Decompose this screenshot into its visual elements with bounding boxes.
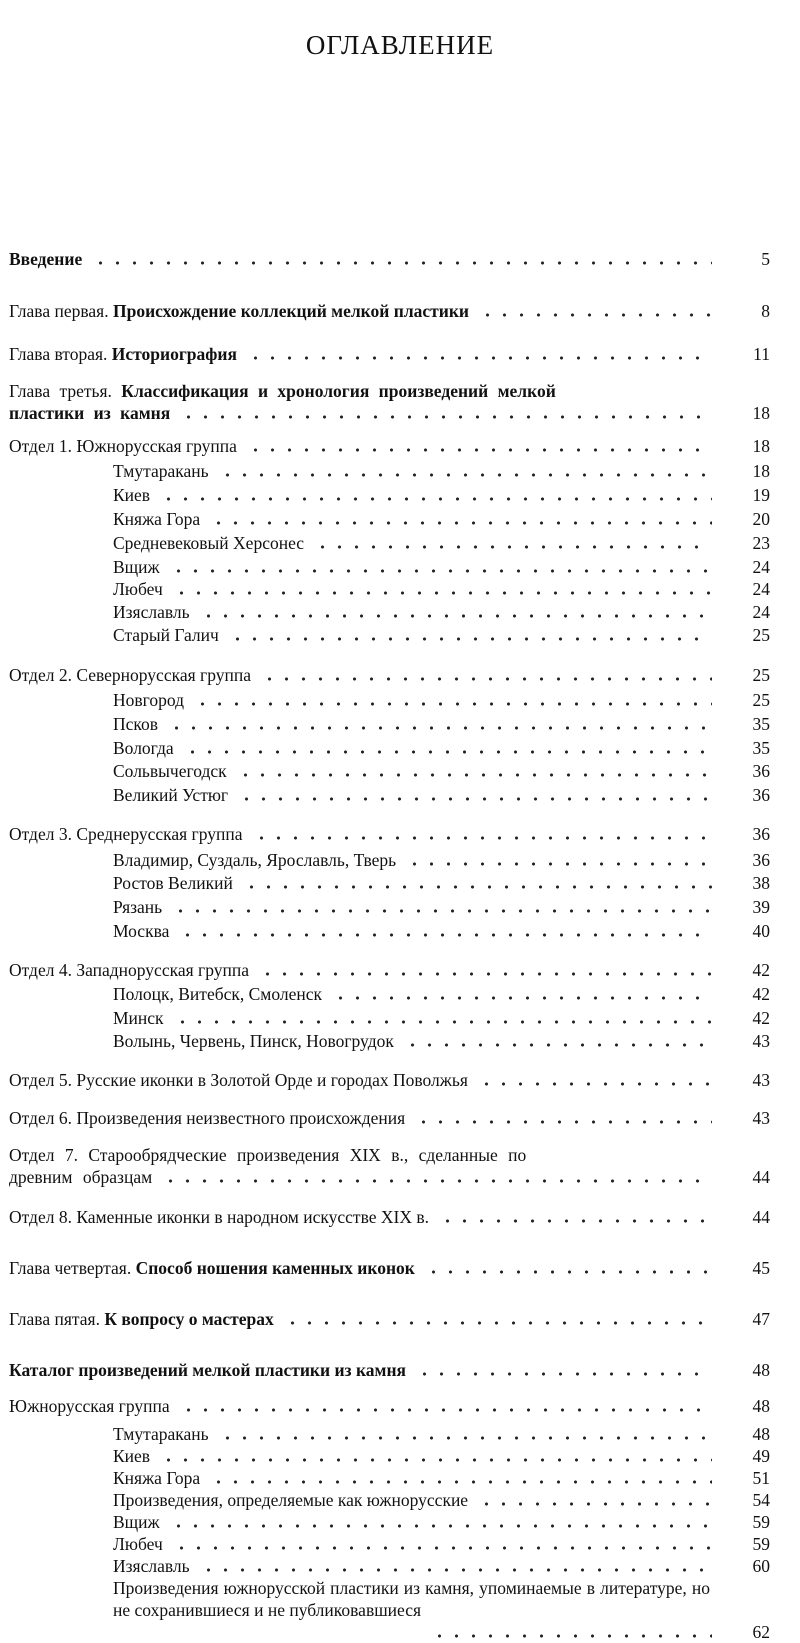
toc-entry-title [113,1555,190,1577]
toc-entry[interactable] [0,689,800,711]
toc-page-number: 44 [752,1167,770,1187]
toc-entry-bold-title: Способ ношения каменных иконок [135,1258,415,1278]
toc-entry-text: Владимир, Суздаль, Ярославль, Тверь [113,850,397,870]
toc-page-number: 42 [752,984,770,1004]
toc-entry[interactable] [0,1206,800,1228]
dot-leader [314,545,712,549]
toc-entry[interactable] [0,624,800,646]
toc-entry[interactable] [0,532,800,554]
dot-leader [210,1480,712,1484]
toc-entry-title [9,664,251,686]
toc-entry[interactable] [0,1257,800,1279]
toc-entry-title [113,624,219,646]
toc-page-number: 60 [752,1556,770,1576]
toc-entry-text: Княжа Гора [113,509,201,529]
toc-page-number: 62 [752,1622,770,1642]
toc-entry-title [113,872,233,894]
dot-leader [219,1436,712,1440]
toc-entry-title [9,343,237,365]
toc-entry[interactable] [0,1030,800,1052]
toc-entry[interactable] [0,1395,800,1417]
dot-leader [162,1179,712,1183]
toc-page-number: 20 [752,509,770,529]
dot-leader [415,1120,712,1124]
toc-page-number: 44 [752,1207,770,1227]
toc-entry-bold-title: Каталог произведений мелкой пластики из камня [9,1360,407,1380]
toc-page-number: 43 [752,1031,770,1051]
toc-entry-text: Новгород [113,690,185,710]
toc-entry-title [113,1467,200,1489]
toc-entry-title [113,1489,468,1511]
toc-entry-text: Тмутаракань [113,1424,209,1444]
toc-entry[interactable] [0,896,800,918]
dot-leader [439,1219,712,1223]
toc-page-number: 25 [752,665,770,685]
toc-page-number: 24 [752,579,770,599]
toc-entry[interactable] [0,343,800,365]
toc-entry-title [9,300,469,322]
toc-page-number: 40 [752,921,770,941]
toc-entry-text: Отдел 1. Южнорусская группа [9,436,237,456]
toc-entry-text: Отдел 3. Среднерусская группа [9,824,243,844]
toc-entry-text: Южнорусская группа [9,1396,170,1416]
toc-entry-title [113,532,304,554]
toc-entry-bold-title: К вопросу о мастерах [104,1309,274,1329]
toc-entry-title [113,1533,163,1555]
toc-entry[interactable] [0,823,800,845]
dot-leader [243,885,712,889]
toc-entry[interactable] [0,460,800,482]
toc-entry-text: Минск [113,1008,164,1028]
toc-entry[interactable] [0,1467,800,1489]
dot-leader [253,836,712,840]
toc-entry-text: Рязань [113,897,163,917]
toc-entry-title [113,760,227,782]
toc-entry[interactable] [0,380,800,424]
toc-entry[interactable] [0,601,800,623]
toc-entry-title [9,1069,468,1091]
toc-entry[interactable] [0,760,800,782]
dot-leader [179,933,712,937]
dot-leader [173,1546,712,1550]
toc-entry-title [113,1445,150,1467]
toc-page-number: 25 [752,625,770,645]
toc-entry[interactable] [0,300,800,322]
toc-entry-prefix: Глава четвертая. [9,1258,136,1278]
toc-entry[interactable] [0,484,800,506]
dot-leader [431,1634,712,1638]
toc-entry[interactable] [0,1511,800,1533]
toc-page-number: 5 [761,249,770,269]
dot-leader [247,356,712,360]
toc-entry-title [9,1257,415,1279]
dot-leader [238,797,712,801]
toc-entry-text: Княжа Гора [113,1468,201,1488]
toc-entry-title [113,556,160,578]
dot-leader [170,1524,712,1528]
toc-page-number: 18 [752,461,770,481]
toc-page-number: 42 [752,960,770,980]
dot-leader [284,1321,712,1325]
dot-leader [237,773,712,777]
dot-leader [174,1020,712,1024]
toc-entry-prefix: Глава вторая. [9,344,112,364]
toc-entry-text: Отдел 5. Русские иконки в Золотой Орде и городах Поволжья [9,1070,468,1090]
toc-entry[interactable] [0,1144,800,1188]
toc-page-number: 59 [752,1512,770,1532]
dot-leader [200,1568,712,1572]
toc-page-number: 43 [752,1108,770,1128]
toc-entry[interactable] [0,920,800,942]
toc-entry-title [113,460,209,482]
toc-entry[interactable] [0,1308,800,1330]
toc-entry-text: Изяславль [113,1556,190,1576]
toc-entry-title [113,689,184,711]
toc-entry-title [9,248,82,270]
toc-page-number: 18 [752,403,770,423]
toc-entry-text: Отдел 2. Севернорусская группа [9,665,251,685]
toc-entry-title [113,713,158,735]
toc-entry-title [113,784,228,806]
toc-entry[interactable] [0,435,800,457]
toc-entry-bold-title: Происхождение коллекций мелкой пластики [112,301,470,321]
toc-page-number: 49 [752,1446,770,1466]
toc-entry-text: Старый Галич [113,625,219,645]
toc-entry-title [9,1308,274,1330]
toc-page-number: 47 [752,1309,770,1329]
toc-entry[interactable] [0,872,800,894]
toc-entry-bold-title: Введение [9,249,83,269]
toc-entry[interactable] [0,508,800,530]
toc-entry-text: Полоцк, Витебск, Смоленск [113,984,323,1004]
dot-leader [416,1372,712,1376]
toc-entry-title [9,823,243,845]
toc-page-number: 51 [752,1468,770,1488]
toc-entry-text: Произведения, определяемые как южнорусские [113,1490,469,1510]
toc-entry-text: Отдел 4. Западнорусская группа [9,960,249,980]
dot-leader [173,591,712,595]
toc-page-number: 48 [752,1396,770,1416]
toc-page-number: 35 [752,738,770,758]
toc-entry-title [113,508,200,530]
toc-entry-title [113,1577,710,1621]
toc-page-number: 38 [752,873,770,893]
dot-leader [425,1270,712,1274]
toc-entry[interactable] [0,959,800,981]
dot-leader [478,1082,712,1086]
toc-entry-text: Произведения южнорусской пластики из камня, упоминаемые в литературе, но не сохранившиеся и не публиковавшиеся [113,1578,710,1620]
toc-page-number: 54 [752,1490,770,1510]
toc-entry[interactable] [0,248,800,270]
toc-page-number: 36 [752,850,770,870]
toc-entry[interactable] [0,1007,800,1029]
toc-entry-text: Ростов Великий [113,873,233,893]
toc-entry-title [113,1423,209,1445]
toc-page-number: 8 [761,301,770,321]
toc-entry[interactable] [0,713,800,735]
toc-entry-title [113,849,396,871]
toc-entry-title [113,1511,160,1533]
dot-leader [160,1458,712,1462]
toc-entry[interactable] [0,1533,800,1555]
toc-entry-prefix: Глава первая. [9,301,113,321]
dot-leader [184,750,712,754]
dot-leader [180,415,712,419]
toc-page-number: 39 [752,897,770,917]
dot-leader [219,473,712,477]
toc-page-number: 36 [752,824,770,844]
toc-entry[interactable] [0,1359,800,1381]
toc-entry-text: Сольвычегодск [113,761,227,781]
toc-entry[interactable] [0,1489,800,1511]
dot-leader [172,909,712,913]
toc-entry-title [9,1359,406,1381]
toc-entry-bold-title: Классификация и хронология произведений мелкой [121,381,556,401]
dot-leader [180,1408,712,1412]
toc-entry-bold-title: Историография [111,344,237,364]
toc-page-number: 36 [752,761,770,781]
dot-leader [160,497,712,501]
toc-entry[interactable] [0,1445,800,1467]
toc-page-number: 59 [752,1534,770,1554]
toc-entry-text: Изяславль [113,602,190,622]
toc-entry-text: Великий Устюг [113,785,229,805]
dot-leader [261,677,712,681]
toc-entry[interactable] [0,1069,800,1091]
toc-page-number: 24 [752,602,770,622]
toc-entry[interactable] [0,1107,800,1129]
toc-entry-text: Любеч [113,1534,163,1554]
toc-entry-text: Киев [113,485,151,505]
dot-leader [168,726,712,730]
toc-page-number: 11 [753,344,770,364]
dot-leader [259,972,712,976]
toc-entry-text: Вологда [113,738,174,758]
dot-leader [247,448,712,452]
toc-entry-title [9,1395,170,1417]
toc-entry[interactable] [0,1423,800,1445]
toc-page-number: 45 [752,1258,770,1278]
toc-page-number: 19 [752,485,770,505]
toc-entry-text: Москва [113,921,170,941]
toc-entry[interactable] [0,784,800,806]
toc-entry[interactable] [0,578,800,600]
toc-entry[interactable] [0,737,800,759]
dot-leader [404,1043,712,1047]
toc-entry-title [9,959,249,981]
toc-entry-title [113,578,163,600]
toc-entry-title [113,484,150,506]
toc-page-number: 25 [752,690,770,710]
toc-page-number: 35 [752,714,770,734]
dot-leader [92,261,712,265]
toc-entry[interactable] [0,1555,800,1577]
toc-entry-text: Любеч [113,579,163,599]
dot-leader [406,862,712,866]
toc-entry[interactable] [0,983,800,1005]
toc-page-number: 48 [752,1360,770,1380]
toc-entry-title [9,1107,405,1129]
toc-entry-text: Киев [113,1446,151,1466]
toc-entry-title [113,737,174,759]
dot-leader [170,569,712,573]
page-title: ОГЛАВЛЕНИЕ [305,30,495,60]
toc-entry[interactable] [0,849,800,871]
toc-entry-title [113,983,322,1005]
toc-entry-continuation: пластики из камня [9,403,171,423]
toc-entry-text: Вщиж [113,1512,160,1532]
toc-entry-text: Отдел 7. Старообрядческие произведения XIX в., сделанные по [9,1145,527,1165]
toc-page-number: 23 [752,533,770,553]
toc-entry-text: Отдел 8. Каменные иконки в народном искусстве XIX в. [9,1207,429,1227]
dot-leader [194,702,712,706]
toc-page-number: 42 [752,1008,770,1028]
toc-entry-text: Отдел 6. Произведения неизвестного происхождения [9,1108,406,1128]
toc-entry-title [113,920,169,942]
toc-entry-prefix: Глава пятая. [9,1309,105,1329]
toc-page-number: 43 [752,1070,770,1090]
toc-entry-title [113,601,190,623]
toc-entry-text: Средневековый Херсонес [113,533,305,553]
toc-entry[interactable] [0,1577,800,1643]
toc-entry-text: Псков [113,714,159,734]
toc-entry-title [113,1007,164,1029]
toc-entry-text: Вщиж [113,557,160,577]
toc-entry-text: Волынь, Червень, Пинск, Новогрудок [113,1031,394,1051]
dot-leader [478,1502,712,1506]
toc-page-number: 48 [752,1424,770,1444]
dot-leader [479,313,712,317]
toc-entry-title [113,1030,394,1052]
toc-entry-title [9,1206,429,1228]
toc-page-number: 36 [752,785,770,805]
dot-leader [210,521,712,525]
dot-leader [200,614,712,618]
toc-entry-continuation: древним образцам [9,1167,153,1187]
toc-entry[interactable] [0,556,800,578]
toc-entry[interactable] [0,664,800,686]
toc-page-number: 18 [752,436,770,456]
toc-entry-title [9,435,237,457]
toc-entry-title [113,896,162,918]
toc-page-number: 24 [752,557,770,577]
toc-entry-text: Тмутаракань [113,461,209,481]
toc-entry-prefix: Глава третья. [9,381,122,401]
dot-leader [332,996,712,1000]
dot-leader [229,637,712,641]
